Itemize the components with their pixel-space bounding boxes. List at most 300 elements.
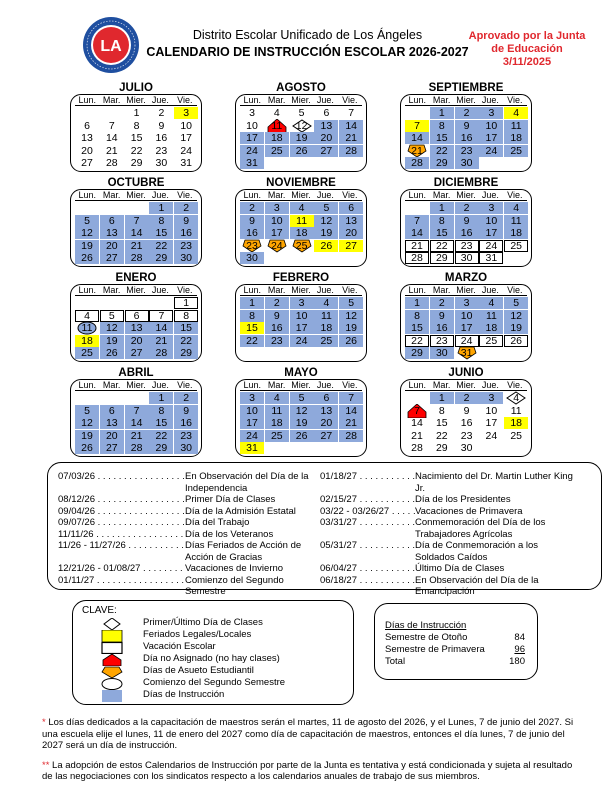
day-cell — [290, 335, 314, 347]
day-cell — [455, 430, 479, 442]
weekday-label: Jue. — [481, 95, 499, 105]
day-number: 15 — [155, 227, 168, 239]
day-number: 11 — [485, 309, 497, 322]
footnote-2: ** La adopción de estos Calendarios de Instrucción por parte de la Junta es tentativa y está condicionada y sujeta al resultado de las negociaciones con los sindicatos respecto a los calendarios anuales de trabajo de sus miembros. — [42, 759, 573, 782]
day-cell — [290, 392, 314, 404]
day-cell — [149, 392, 173, 404]
day-cell — [479, 310, 503, 322]
day-number: 23 — [246, 239, 258, 252]
month-calendar — [400, 379, 532, 457]
legend-label: Comienzo del Segundo Semestre — [143, 676, 286, 688]
month-calendar — [70, 189, 202, 267]
day-number: 29 — [130, 157, 143, 169]
day-number: 6 — [133, 309, 140, 322]
day-number: 13 — [105, 227, 118, 239]
weekday-label: Vie. — [507, 190, 523, 200]
day-cell — [174, 202, 198, 214]
day-cell — [455, 132, 479, 144]
day-cell — [125, 215, 149, 227]
weekday-header — [75, 285, 197, 296]
weekday-label: Lun. — [243, 285, 261, 295]
fall-semester-row: Semestre de Otoño 84 — [385, 632, 525, 643]
weekday-label: Jue. — [316, 285, 334, 295]
weekday-header — [240, 190, 362, 201]
day-cell — [75, 215, 99, 227]
weekday-label: Mar. — [267, 95, 286, 105]
day-cell — [455, 335, 479, 347]
day-number: 4 — [513, 107, 520, 119]
event-text: Nacimiento del Dr. Martin Luther King Jr. — [415, 471, 573, 494]
day-number: 10 — [270, 214, 283, 227]
day-number: 7 — [108, 119, 115, 132]
day-cell — [479, 322, 503, 334]
weekday-label: Jue. — [151, 190, 169, 200]
day-number: 8 — [438, 214, 445, 227]
day-number: 21 — [345, 417, 358, 429]
day-cell — [479, 132, 503, 144]
day-cell — [455, 310, 479, 322]
weekday-label: Lun. — [78, 95, 96, 105]
month-junio — [400, 367, 532, 457]
legend-item — [95, 689, 224, 699]
event-row — [58, 517, 318, 529]
day-cell — [174, 322, 198, 334]
day-number: 29 — [435, 252, 448, 264]
month-septiembre — [400, 82, 532, 172]
district-name: Distrito Escolar Unificado de Los Ángeles — [192, 28, 423, 42]
day-cell — [314, 107, 338, 119]
day-number: 16 — [180, 227, 193, 239]
day-number: 2 — [463, 107, 470, 119]
day-cell — [125, 157, 149, 169]
day-number: 13 — [320, 404, 333, 417]
day-cell — [125, 310, 149, 322]
day-cell — [405, 120, 429, 132]
day-number: 8 — [158, 404, 165, 417]
unassigned-day-cell — [265, 120, 289, 132]
day-number: 21 — [411, 429, 423, 442]
day-number: 8 — [133, 119, 140, 132]
month-calendar — [235, 189, 367, 267]
day-number: 27 — [320, 144, 333, 157]
day-cell — [100, 227, 124, 239]
day-number: 26 — [295, 429, 308, 442]
footnotes — [42, 717, 582, 791]
day-number: 8 — [183, 309, 190, 322]
day-number: 31 — [180, 157, 193, 169]
weekday-label: Mar. — [102, 95, 121, 105]
day-cell — [339, 215, 363, 227]
day-cell — [149, 202, 173, 214]
day-number: 24 — [295, 334, 308, 347]
legend-label: Primer/Último Día de Clases — [143, 616, 263, 628]
day-cell — [149, 252, 173, 264]
day-cell — [339, 417, 363, 429]
day-cell — [240, 107, 264, 119]
day-number: 12 — [105, 322, 118, 334]
weekday-label: Lun. — [408, 285, 426, 295]
weekday-label: Mar. — [432, 380, 451, 390]
day-number: 30 — [180, 252, 193, 264]
day-number: 2 — [183, 202, 190, 214]
day-number: 6 — [108, 404, 115, 417]
day-cell — [125, 430, 149, 442]
day-cell — [174, 215, 198, 227]
day-number: 2 — [463, 202, 470, 214]
day-cell — [240, 405, 264, 417]
day-cell — [430, 310, 454, 322]
day-number: 28 — [155, 347, 168, 359]
day-cell — [504, 215, 528, 227]
legend-item — [95, 653, 280, 663]
weekday-label: Mier. — [456, 380, 476, 390]
day-cell — [339, 202, 363, 214]
blue-box — [95, 689, 129, 699]
weekday-label: Lun. — [78, 285, 96, 295]
day-number: 2 — [438, 297, 445, 309]
day-number: 11 — [510, 404, 522, 417]
orange-pentagon — [95, 665, 129, 675]
day-cell — [405, 252, 429, 264]
day-cell — [479, 392, 503, 404]
day-cell — [430, 392, 454, 404]
month-noviembre — [235, 177, 367, 267]
event-row — [320, 563, 580, 575]
weekday-label: Vie. — [177, 380, 193, 390]
event-date: 01/18/27 . . . — [320, 471, 415, 494]
day-cell — [479, 215, 503, 227]
legend-label: Días de Instrucción — [143, 688, 225, 700]
weekday-label: Mier. — [291, 190, 311, 200]
day-cell — [149, 107, 173, 119]
day-cell — [290, 417, 314, 429]
event-date: 12/21/26 - 01/08/27 . . . — [58, 563, 185, 575]
day-number: 5 — [84, 214, 90, 227]
day-number: 12 — [510, 309, 523, 322]
day-cell — [265, 417, 289, 429]
day-number: 24 — [485, 429, 498, 442]
day-number: 28 — [411, 157, 423, 169]
day-number: 19 — [81, 429, 93, 442]
day-number: 4 — [273, 107, 280, 119]
day-cell — [339, 107, 363, 119]
day-number: 30 — [180, 442, 193, 454]
spring-semester-row: Semestre de Primavera 96 — [385, 644, 525, 655]
day-number: 26 — [510, 334, 523, 347]
day-number: 12 — [320, 214, 333, 227]
day-cell — [149, 322, 173, 334]
month-title: JULIO — [119, 82, 153, 94]
day-cell — [240, 202, 264, 214]
day-cell — [174, 310, 198, 322]
day-cell — [405, 297, 429, 309]
day-number: 25 — [510, 144, 523, 157]
day-cell — [455, 145, 479, 157]
day-number: 7 — [414, 119, 420, 132]
month-calendar — [400, 94, 532, 172]
day-cell — [75, 227, 99, 239]
day-cell — [405, 227, 429, 239]
event-row — [58, 540, 318, 563]
day-number: 24 — [485, 239, 498, 252]
day-number: 5 — [108, 309, 115, 322]
day-number: 16 — [460, 417, 473, 429]
weekday-header — [75, 95, 197, 106]
day-number: 4 — [298, 202, 305, 214]
diamond-icon — [95, 617, 129, 627]
day-number: 19 — [295, 132, 308, 144]
day-number: 10 — [485, 119, 498, 132]
day-cell — [290, 405, 314, 417]
day-number: 20 — [345, 227, 358, 239]
weekday-label: Lun. — [243, 380, 261, 390]
day-number: 7 — [158, 309, 165, 322]
day-cell — [265, 392, 289, 404]
event-row — [320, 471, 580, 494]
day-number: 14 — [105, 132, 118, 144]
weekday-header — [405, 285, 527, 296]
day-number: 18 — [270, 132, 283, 144]
weekday-header — [405, 95, 527, 106]
day-cell — [75, 252, 99, 264]
day-cell — [290, 107, 314, 119]
day-cell — [314, 120, 338, 132]
day-cell — [125, 120, 149, 132]
day-number: 19 — [295, 417, 308, 429]
day-number: 20 — [81, 144, 93, 157]
day-number: 15 — [155, 417, 168, 429]
day-number: 30 — [435, 347, 448, 359]
legend-title: CLAVE: — [82, 605, 117, 616]
day-number: 20 — [320, 132, 333, 144]
day-number: 28 — [345, 144, 358, 157]
day-cell — [75, 120, 99, 132]
boxed-week — [95, 641, 129, 651]
day-number: 18 — [81, 334, 93, 347]
weekday-label: Vie. — [177, 95, 193, 105]
day-number: 10 — [460, 309, 473, 322]
day-cell — [100, 240, 124, 252]
day-cell — [430, 120, 454, 132]
day-number: 28 — [105, 157, 118, 169]
event-row — [58, 471, 318, 494]
day-cell — [430, 322, 454, 334]
day-cell — [455, 120, 479, 132]
day-cell — [265, 215, 289, 227]
day-cell — [430, 252, 454, 264]
weekday-label: Mar. — [267, 380, 286, 390]
day-cell — [100, 322, 124, 334]
day-number: 21 — [411, 144, 423, 157]
day-number: 11 — [81, 322, 93, 334]
semester-start-cell — [75, 322, 99, 334]
day-number: 8 — [438, 119, 445, 132]
month-marzo — [400, 272, 532, 362]
day-cell — [125, 240, 149, 252]
day-number: 4 — [513, 392, 520, 404]
day-number: 2 — [273, 297, 280, 309]
day-cell — [174, 157, 198, 169]
day-number: 6 — [84, 119, 90, 132]
day-number: 9 — [463, 404, 470, 417]
event-text: Último Día de Clases — [415, 563, 505, 574]
day-number: 18 — [510, 132, 523, 144]
day-number: 14 — [411, 227, 423, 239]
day-number: 6 — [323, 392, 330, 404]
day-cell — [455, 215, 479, 227]
weekday-header — [405, 190, 527, 201]
day-cell — [314, 417, 338, 429]
day-number: 17 — [485, 132, 498, 144]
student-recess-cell — [265, 240, 289, 252]
day-cell — [314, 405, 338, 417]
day-cell — [240, 227, 264, 239]
month-title: OCTUBRE — [107, 177, 165, 189]
day-cell — [75, 157, 99, 169]
day-number: 12 — [345, 309, 358, 322]
day-number: 25 — [295, 239, 308, 252]
day-cell — [430, 227, 454, 239]
day-cell — [100, 145, 124, 157]
day-cell — [405, 430, 429, 442]
day-cell — [100, 215, 124, 227]
day-number: 7 — [348, 107, 355, 119]
weekday-header — [75, 380, 197, 391]
day-number: 28 — [130, 442, 143, 454]
day-number: 11 — [271, 404, 283, 417]
day-cell — [339, 227, 363, 239]
day-cell — [430, 202, 454, 214]
day-cell — [174, 442, 198, 454]
day-cell — [339, 120, 363, 132]
day-number: 22 — [435, 144, 448, 157]
day-cell — [479, 240, 503, 252]
day-cell — [479, 107, 503, 119]
events-box — [47, 462, 602, 597]
day-number: 27 — [130, 347, 143, 359]
day-number: 9 — [438, 309, 445, 322]
day-number: 24 — [270, 239, 283, 252]
event-text: Día de Conmemoración a los Soldados Caídos — [415, 540, 539, 563]
day-cell — [314, 240, 338, 252]
day-number: 20 — [105, 429, 118, 442]
month-calendar — [235, 94, 367, 172]
day-cell — [100, 347, 124, 359]
day-cell — [240, 252, 264, 264]
weekday-header — [405, 380, 527, 391]
day-cell — [174, 430, 198, 442]
day-cell — [149, 417, 173, 429]
event-row — [58, 575, 318, 598]
first-last-day-cell — [504, 392, 528, 404]
day-number: 23 — [270, 334, 283, 347]
day-number: 15 — [435, 227, 448, 239]
weekday-label: Mier. — [456, 95, 476, 105]
day-number: 14 — [130, 227, 143, 239]
student-recess-cell — [240, 240, 264, 252]
day-cell — [339, 297, 363, 309]
day-number: 10 — [485, 404, 498, 417]
day-number: 12 — [81, 227, 93, 239]
month-mayo — [235, 367, 367, 457]
event-text: En Observación del Día de la Emancipación — [415, 574, 539, 597]
day-cell — [100, 310, 124, 322]
month-title: MARZO — [444, 272, 488, 284]
legend-item — [95, 677, 285, 687]
weekday-label: Mier. — [456, 285, 476, 295]
day-number: 19 — [510, 322, 523, 334]
day-number: 7 — [133, 214, 140, 227]
day-number: 25 — [485, 334, 498, 347]
day-cell — [455, 252, 479, 264]
day-cell — [174, 240, 198, 252]
month-octubre — [70, 177, 202, 267]
day-number: 8 — [414, 309, 420, 322]
day-cell — [430, 157, 454, 169]
weekday-label: Jue. — [316, 380, 334, 390]
day-number: 17 — [485, 227, 498, 239]
day-number: 27 — [320, 429, 333, 442]
day-number: 13 — [320, 119, 333, 132]
event-row — [320, 506, 580, 518]
day-cell — [265, 322, 289, 334]
day-number: 5 — [513, 297, 520, 309]
day-cell — [430, 430, 454, 442]
day-number: 15 — [411, 322, 423, 334]
event-text: Día de los Veteranos — [185, 528, 274, 540]
day-number: 23 — [435, 334, 448, 347]
day-number: 23 — [180, 239, 193, 252]
day-number: 7 — [414, 214, 420, 227]
day-cell — [75, 145, 99, 157]
day-number: 12 — [295, 119, 308, 132]
day-cell — [405, 417, 429, 429]
day-cell — [314, 202, 338, 214]
event-date: 09/07/26 . . . — [58, 517, 185, 529]
unassigned-day-cell — [405, 405, 429, 417]
day-cell — [455, 107, 479, 119]
day-number: 15 — [130, 132, 143, 144]
day-cell — [479, 252, 503, 264]
day-number: 1 — [133, 107, 140, 119]
weekday-header — [75, 190, 197, 201]
student-recess-cell — [290, 240, 314, 252]
day-number: 16 — [435, 322, 448, 334]
day-cell — [339, 240, 363, 252]
day-cell — [479, 120, 503, 132]
event-row — [58, 529, 318, 541]
day-number: 14 — [411, 132, 423, 144]
event-text: Comienzo del Segundo Semestre — [185, 574, 284, 597]
day-number: 11 — [296, 214, 308, 227]
weekday-label: Mier. — [126, 190, 146, 200]
day-cell — [100, 120, 124, 132]
event-text: Día de la Admisión Estatal — [185, 505, 296, 517]
day-cell — [339, 430, 363, 442]
weekday-label: Mier. — [456, 190, 476, 200]
weekday-label: Mier. — [291, 380, 311, 390]
day-cell — [75, 132, 99, 144]
day-cell — [174, 107, 198, 119]
day-number: 16 — [460, 132, 473, 144]
event-text: Primer Día de Clases — [185, 494, 276, 505]
day-number: 12 — [295, 404, 308, 417]
day-number: 19 — [345, 322, 358, 334]
calendar-title: CALENDARIO DE INSTRUCCIÓN ESCOLAR 2026-2027 — [146, 45, 469, 59]
day-cell — [430, 215, 454, 227]
legend-item — [95, 665, 254, 675]
day-number: 10 — [246, 404, 258, 417]
